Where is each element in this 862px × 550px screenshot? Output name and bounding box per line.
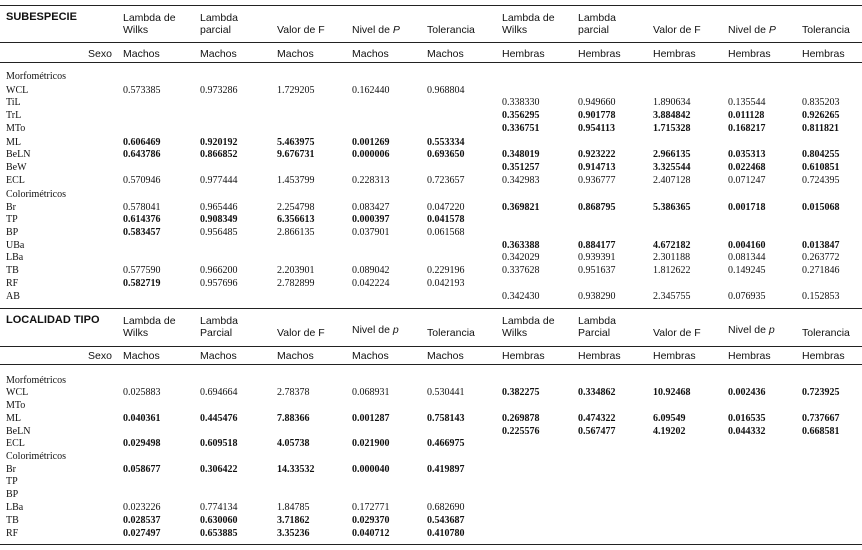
section1-cell: 6.356613: [277, 214, 315, 225]
section1-cell: 3.884842: [653, 110, 691, 121]
section2-cell: 3.35236: [277, 528, 310, 539]
section2-row-label: BP: [6, 489, 19, 500]
section1-cell: 0.081344: [728, 252, 766, 263]
section2-cell: 0.001287: [352, 413, 390, 424]
section2-cell: 0.382275: [502, 387, 540, 398]
section2-cell: 0.474322: [578, 413, 616, 424]
section1-row-label: Morfométricos: [6, 71, 66, 82]
section2-row-label: RF: [6, 528, 19, 539]
section1-cell: 0.035313: [728, 149, 766, 160]
section1-cell: 2.866135: [277, 227, 315, 238]
section1-cell: 0.363388: [502, 240, 540, 251]
section2-cell: 6.09549: [653, 413, 686, 424]
section2-row-label: Br: [6, 464, 16, 475]
section1-cell: 1.715328: [653, 123, 691, 134]
section1-cell: 0.977444: [200, 175, 238, 186]
section1-row-label: LBa: [6, 252, 24, 263]
section1-cell: 0.342430: [502, 291, 540, 302]
section1-cell: 4.672182: [653, 240, 691, 251]
section2-cell: 0.040361: [123, 413, 161, 424]
section2-row-label: Morfométricos: [6, 375, 66, 386]
section1-cell: 0.723657: [427, 175, 465, 186]
section1-sexo-8: Hembras: [728, 48, 771, 60]
section2-cell: 0.029498: [123, 438, 161, 449]
section1-cell: 0.582719: [123, 278, 161, 289]
section1-sexo-3: Machos: [352, 48, 389, 60]
section1-cell: 0.643786: [123, 149, 161, 160]
section2-cell: 0.306422: [200, 464, 238, 475]
section1-cell: 0.811821: [802, 123, 839, 134]
section1-cell: 0.356295: [502, 110, 540, 121]
section2-cell: 0.002436: [728, 387, 766, 398]
section2-cell: 14.33532: [277, 464, 315, 475]
section1-cell: 0.263772: [802, 252, 840, 263]
section1-cell: 0.926265: [802, 110, 840, 121]
section1-row-label: Colorimétricos: [6, 189, 66, 200]
section1-row-label: RF: [6, 278, 19, 289]
section2-cell: 0.410780: [427, 528, 465, 539]
section1-cell: 0.369821: [502, 202, 540, 213]
section1-row-label: BP: [6, 227, 19, 238]
section1-cell: 0.336751: [502, 123, 540, 134]
section1-cell: 0.610851: [802, 162, 840, 173]
section1-cell: 0.553334: [427, 137, 465, 148]
section2-header-2: Valor de F: [277, 327, 325, 339]
section2-cell: 0.021900: [352, 438, 390, 449]
section1-row-label: ECL: [6, 175, 25, 186]
section2-top-rule: [0, 308, 862, 309]
section2-cell: 0.774134: [200, 502, 238, 513]
section1-row-label: TiL: [6, 97, 21, 108]
section1-cell: 0.337628: [502, 265, 540, 276]
section1-cell: 0.042224: [352, 278, 390, 289]
section1-cell: 2.782899: [277, 278, 315, 289]
section1-sexo-4: Machos: [427, 48, 464, 60]
section2-row-label: ML: [6, 413, 21, 424]
section2-header-9: Tolerancia: [802, 327, 850, 339]
section1-header-4: Tolerancia: [427, 24, 475, 36]
section1-header-2: Valor de F: [277, 24, 325, 36]
section2-cell: 0.630060: [200, 515, 238, 526]
section1-row-label: TB: [6, 265, 19, 276]
section2-row-label: TP: [6, 476, 18, 487]
table-bottom-rule: [0, 544, 862, 545]
section1-cell: 0.965446: [200, 202, 238, 213]
section2-sexo-2: Machos: [277, 350, 314, 362]
section1-cell: 0.951637: [578, 265, 616, 276]
section1-cell: 0.908349: [200, 214, 238, 225]
section1-cell: 5.386365: [653, 202, 691, 213]
section2-sexo-8: Hembras: [728, 350, 771, 362]
section2-row-label: Colorimétricos: [6, 451, 66, 462]
section1-cell: 0.162440: [352, 85, 390, 96]
section2-cell: 0.694664: [200, 387, 238, 398]
section1-cell: 2.966135: [653, 149, 691, 160]
section2-header-8: Nivel de p: [728, 324, 775, 336]
section2-header-6: Lambda Parcial: [578, 315, 616, 340]
section2-header-rule: [0, 346, 862, 347]
section2-cell: 3.71862: [277, 515, 310, 526]
section1-cell: 0.229196: [427, 265, 465, 276]
section1-row-label: Br: [6, 202, 16, 213]
section1-sexo-1: Machos: [200, 48, 237, 60]
section2-cell: 0.225576: [502, 426, 540, 437]
section1-cell: 0.968804: [427, 85, 465, 96]
section1-cell: 0.583457: [123, 227, 161, 238]
section2-cell: 0.723925: [802, 387, 840, 398]
section2-cell: 0.445476: [200, 413, 238, 424]
section1-cell: 0.042193: [427, 278, 465, 289]
section2-cell: 0.758143: [427, 413, 465, 424]
section2-cell: 0.668581: [802, 426, 840, 437]
section1-header-rule: [0, 42, 862, 43]
section2-cell: 0.023226: [123, 502, 161, 513]
section1-cell: 1.453799: [277, 175, 315, 186]
section1-cell: 0.835203: [802, 97, 840, 108]
section2-cell: 0.172771: [352, 502, 390, 513]
section2-sexo-1: Machos: [200, 350, 237, 362]
section2-cell: 0.567477: [578, 426, 616, 437]
section1-cell: 0.076935: [728, 291, 766, 302]
section2-cell: 0.419897: [427, 464, 465, 475]
section2-cell: 0.028537: [123, 515, 161, 526]
section1-cell: 0.228313: [352, 175, 390, 186]
section1-cell: 0.004160: [728, 240, 766, 251]
section1-cell: 0.606469: [123, 137, 161, 148]
section1-cell: 0.041578: [427, 214, 465, 225]
section2-cell: 0.044332: [728, 426, 766, 437]
section1-row-label: TrL: [6, 110, 22, 121]
section1-cell: 0.901778: [578, 110, 616, 121]
section2-cell: 0.543687: [427, 515, 465, 526]
section2-cell: 4.05738: [277, 438, 310, 449]
section1-cell: 2.301188: [653, 252, 691, 263]
section1-row-label: AB: [6, 291, 20, 302]
section1-header-3: Nivel de P: [352, 24, 400, 36]
section1-cell: 0.949660: [578, 97, 616, 108]
section2-sexo-7: Hembras: [653, 350, 696, 362]
section1-sexo-9: Hembras: [802, 48, 845, 60]
section1-cell: 0.089042: [352, 265, 390, 276]
section1-cell: 0.693650: [427, 149, 465, 160]
section2-cell: 4.19202: [653, 426, 686, 437]
section1-cell: 0.168217: [728, 123, 766, 134]
section2-header-7: Valor de F: [653, 327, 701, 339]
section1-cell: 0.724395: [802, 175, 840, 186]
section1-cell: 0.047220: [427, 202, 465, 213]
section1-cell: 2.203901: [277, 265, 315, 276]
section1-header-0: Lambda de Wilks: [123, 12, 176, 37]
section1-sexo-6: Hembras: [578, 48, 621, 60]
section1-cell: 0.804255: [802, 149, 840, 160]
section1-cell: 0.578041: [123, 202, 161, 213]
section1-cell: 0.342983: [502, 175, 540, 186]
section1-cell: 0.351257: [502, 162, 540, 173]
section1-cell: 1.890634: [653, 97, 691, 108]
section2-row-label: ECL: [6, 438, 25, 449]
section2-cell: 0.466975: [427, 438, 465, 449]
section2-header-1: Lambda Parcial: [200, 315, 238, 340]
section2-header-0: Lambda de Wilks: [123, 315, 176, 340]
section1-row-label: TP: [6, 214, 18, 225]
section1-row-label: BeW: [6, 162, 27, 173]
section1-cell: 0.135544: [728, 97, 766, 108]
section2-cell: 0.027497: [123, 528, 161, 539]
section2-header-4: Tolerancia: [427, 327, 475, 339]
section1-sexo-rule: [0, 62, 862, 63]
section1-cell: 0.061568: [427, 227, 465, 238]
section2-sexo-9: Hembras: [802, 350, 845, 362]
section1-cell: 0.342029: [502, 252, 540, 263]
section1-cell: 0.152853: [802, 291, 840, 302]
section1-header-6: Lambda parcial: [578, 12, 616, 37]
section2-row-label: MTo: [6, 400, 26, 411]
section1-header-8: Nivel de P: [728, 24, 776, 36]
section1-cell: 0.938290: [578, 291, 616, 302]
section1-cell: 0.015068: [802, 202, 840, 213]
section1-cell: 9.676731: [277, 149, 315, 160]
section1-cell: 0.001718: [728, 202, 766, 213]
section2-sexo-4: Machos: [427, 350, 464, 362]
section1-cell: 2.345755: [653, 291, 691, 302]
section1-sexo-2: Machos: [277, 48, 314, 60]
section2-cell: 10.92468: [653, 387, 691, 398]
section1-top-rule: [0, 5, 862, 6]
section1-sexo-label: Sexo: [88, 48, 112, 60]
section1-cell: 0.954113: [578, 123, 615, 134]
section2-cell: 0.609518: [200, 438, 238, 449]
section2-cell: 0.530441: [427, 387, 465, 398]
section1-cell: 0.022468: [728, 162, 766, 173]
section2-cell: 0.737667: [802, 413, 840, 424]
section1-cell: 0.914713: [578, 162, 616, 173]
section2-sexo-0: Machos: [123, 350, 160, 362]
section2-row-label: WCL: [6, 387, 29, 398]
section1-cell: 0.001269: [352, 137, 390, 148]
section1-cell: 0.000397: [352, 214, 390, 225]
section1-header-9: Tolerancia: [802, 24, 850, 36]
section1-cell: 0.923222: [578, 149, 616, 160]
section1-row-label: MTo: [6, 123, 26, 134]
section2-title: LOCALIDAD TIPO: [6, 314, 100, 326]
section2-cell: 0.058677: [123, 464, 161, 475]
section2-cell: 0.068931: [352, 387, 390, 398]
section1-cell: 0.936777: [578, 175, 616, 186]
section1-row-label: WCL: [6, 85, 29, 96]
section1-sexo-7: Hembras: [653, 48, 696, 60]
section1-cell: 0.939391: [578, 252, 616, 263]
section1-header-1: Lambda parcial: [200, 12, 238, 37]
section2-cell: 0.000040: [352, 464, 390, 475]
section2-row-label: TB: [6, 515, 19, 526]
section1-cell: 0.271846: [802, 265, 840, 276]
section1-cell: 0.957696: [200, 278, 238, 289]
section2-cell: 0.334862: [578, 387, 616, 398]
section1-header-5: Lambda de Wilks: [502, 12, 555, 37]
section2-cell: 0.029370: [352, 515, 390, 526]
section1-cell: 3.325544: [653, 162, 691, 173]
section1-cell: 1.812622: [653, 265, 691, 276]
section2-sexo-5: Hembras: [502, 350, 545, 362]
section2-cell: 0.269878: [502, 413, 540, 424]
section2-sexo-rule: [0, 364, 862, 365]
section2-cell: 7.88366: [277, 413, 310, 424]
section1-cell: 2.407128: [653, 175, 691, 186]
section1-row-label: ML: [6, 137, 21, 148]
section1-cell: 0.966200: [200, 265, 238, 276]
section1-cell: 0.868795: [578, 202, 616, 213]
section2-cell: 0.025883: [123, 387, 161, 398]
section2-cell: 1.84785: [277, 502, 310, 513]
section1-row-label: BeLN: [6, 149, 31, 160]
section2-cell: 0.016535: [728, 413, 766, 424]
section1-cell: 0.149245: [728, 265, 766, 276]
section1-sexo-0: Machos: [123, 48, 160, 60]
section1-cell: 0.920192: [200, 137, 238, 148]
section2-cell: 0.040712: [352, 528, 390, 539]
section2-sexo-6: Hembras: [578, 350, 621, 362]
section1-row-label: UBa: [6, 240, 25, 251]
section1-cell: 0.884177: [578, 240, 616, 251]
section1-cell: 0.348019: [502, 149, 540, 160]
section1-cell: 0.866852: [200, 149, 238, 160]
section1-header-7: Valor de F: [653, 24, 701, 36]
section1-cell: 2.254798: [277, 202, 315, 213]
section1-cell: 0.573385: [123, 85, 161, 96]
section2-cell: 2.78378: [277, 387, 310, 398]
section1-cell: 0.083427: [352, 202, 390, 213]
section1-cell: 0.956485: [200, 227, 238, 238]
section2-row-label: BeLN: [6, 426, 31, 437]
section1-cell: 0.011128: [728, 110, 765, 121]
section1-cell: 0.973286: [200, 85, 238, 96]
section1-cell: 0.000006: [352, 149, 390, 160]
section2-header-3: Nivel de p: [352, 324, 399, 336]
section2-cell: 0.682690: [427, 502, 465, 513]
section1-cell: 5.463975: [277, 137, 315, 148]
section1-sexo-5: Hembras: [502, 48, 545, 60]
section1-cell: 0.071247: [728, 175, 766, 186]
section1-cell: 0.037901: [352, 227, 390, 238]
section1-cell: 0.614376: [123, 214, 161, 225]
section2-sexo-3: Machos: [352, 350, 389, 362]
section2-sexo-label: Sexo: [88, 350, 112, 362]
section1-title: SUBESPECIE: [6, 11, 77, 23]
section1-cell: 1.729205: [277, 85, 315, 96]
section1-cell: 0.570946: [123, 175, 161, 186]
section2-row-label: LBa: [6, 502, 24, 513]
section2-cell: 0.653885: [200, 528, 238, 539]
section2-header-5: Lambda de Wilks: [502, 315, 555, 340]
section1-cell: 0.338330: [502, 97, 540, 108]
section1-cell: 0.577590: [123, 265, 161, 276]
section1-cell: 0.013847: [802, 240, 840, 251]
